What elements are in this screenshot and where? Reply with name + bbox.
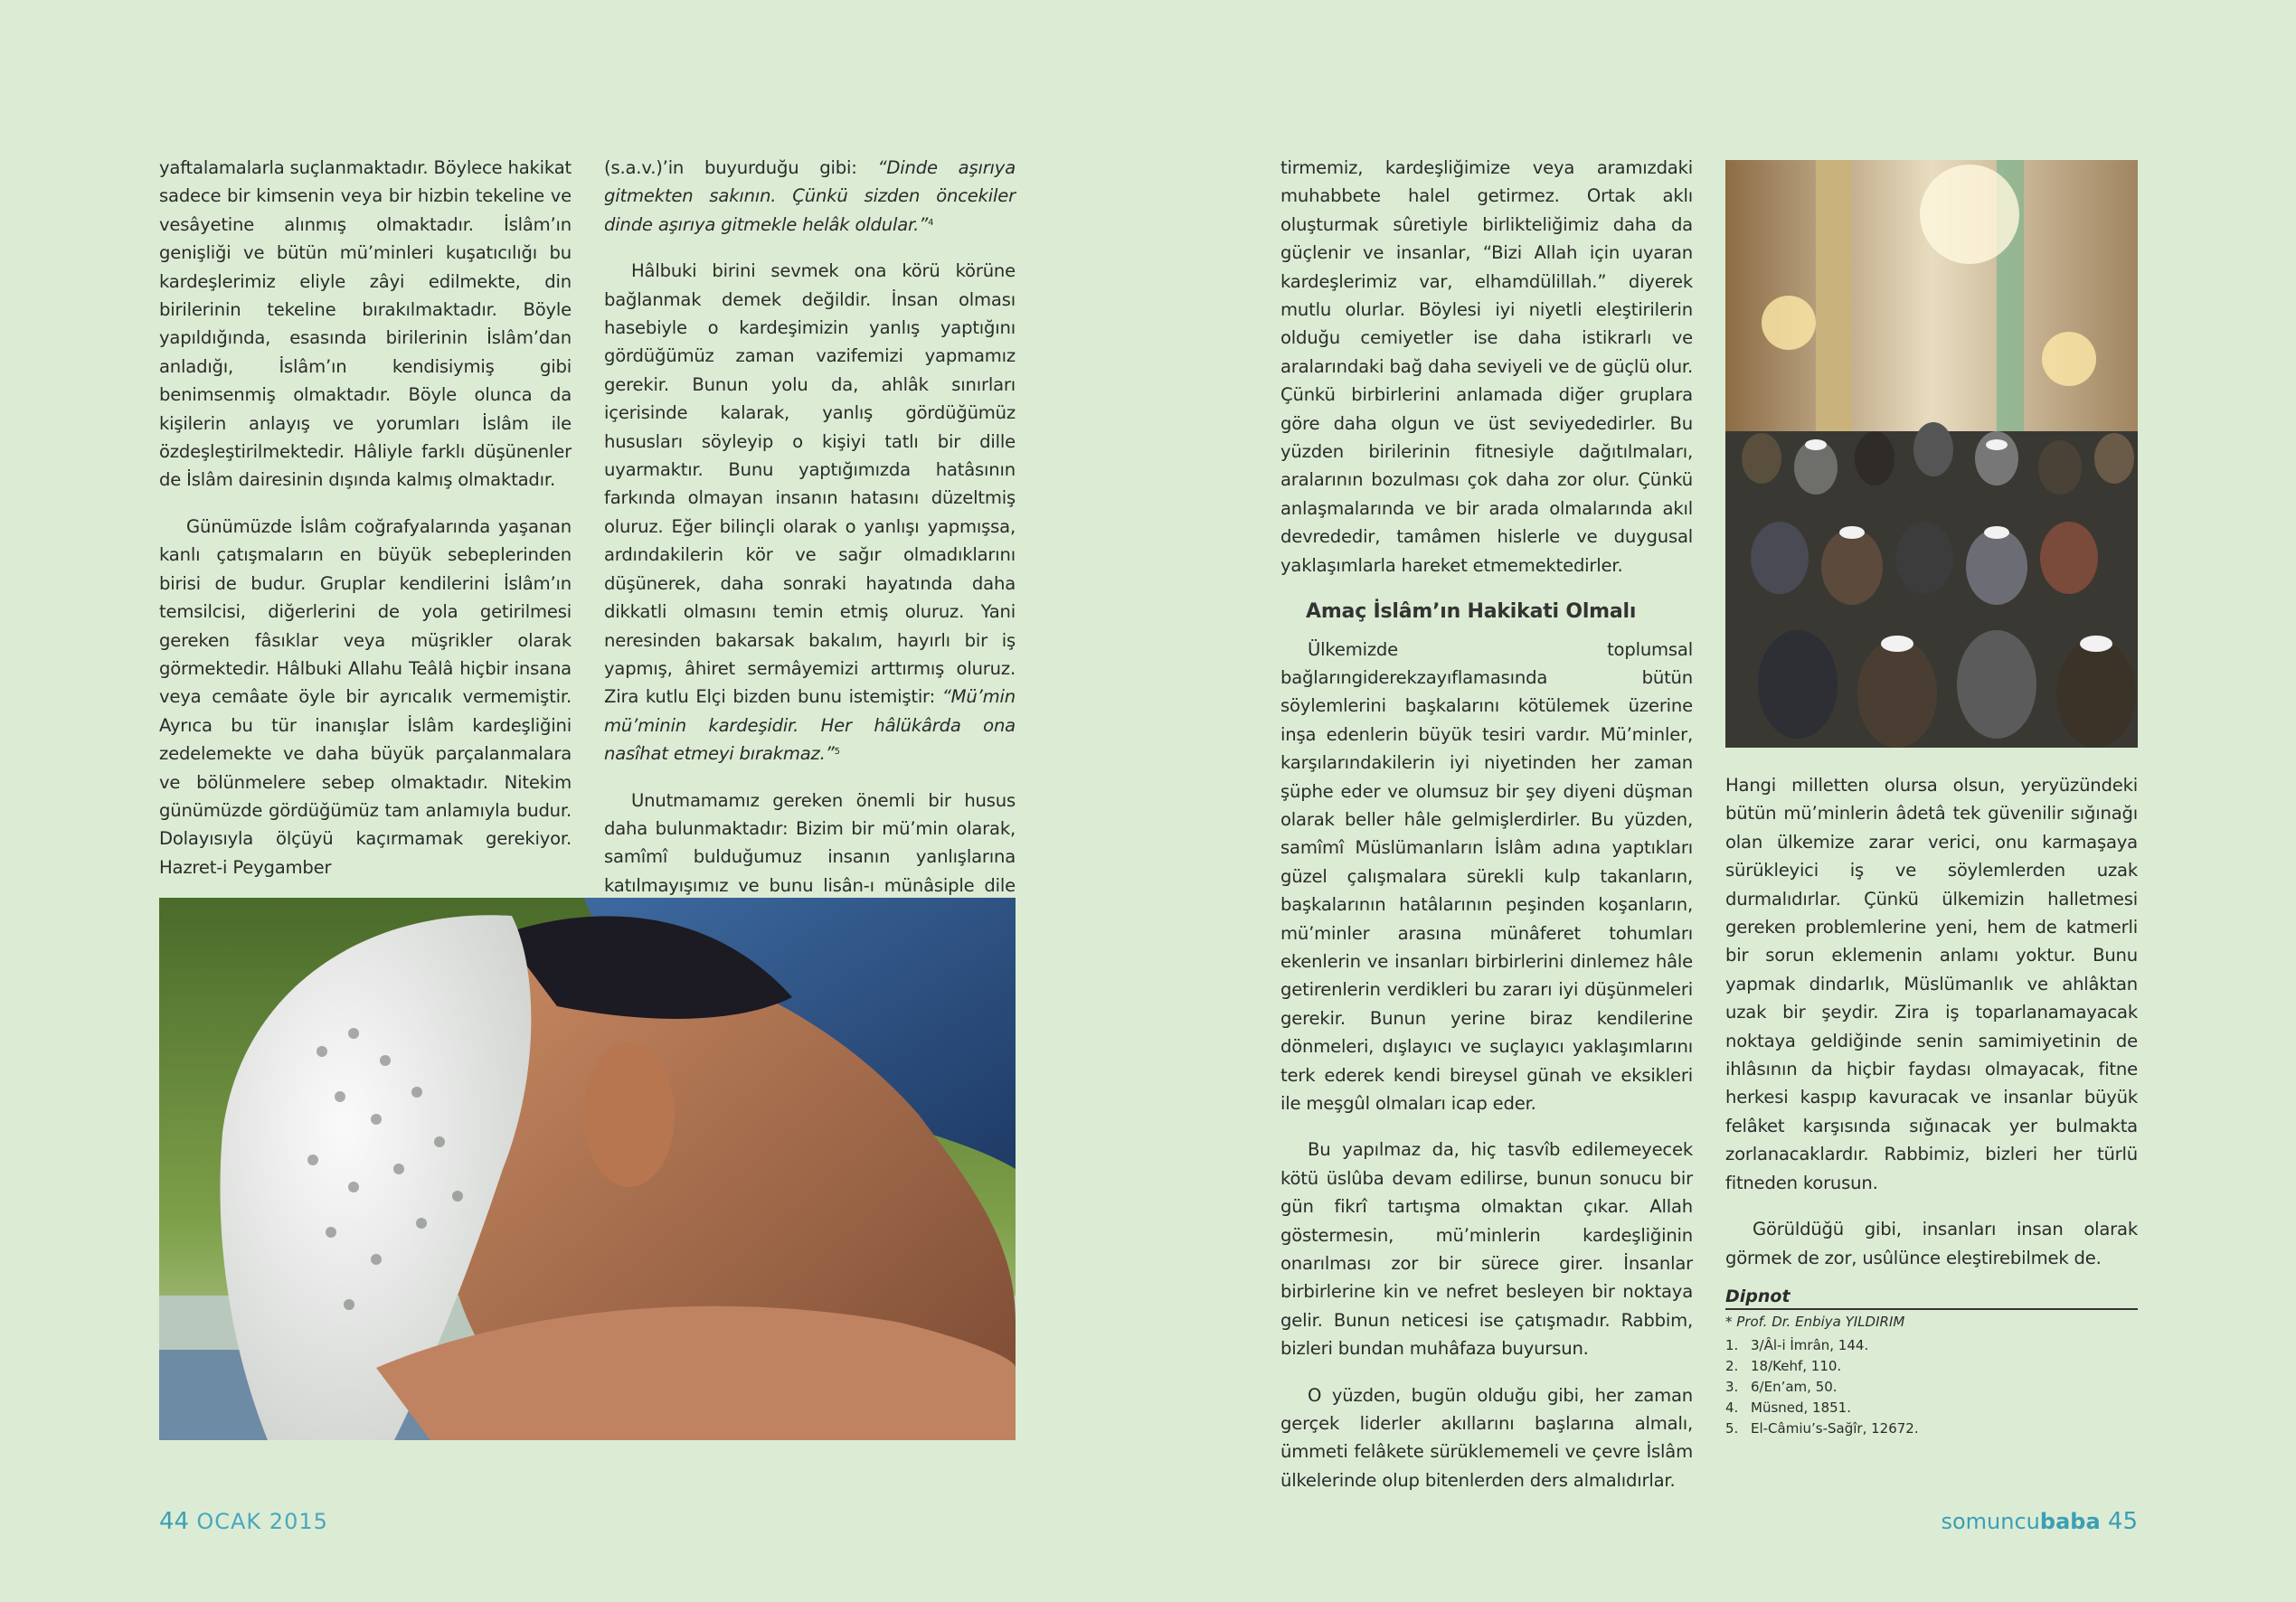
col3-paragraph-1: tirmemiz, kardeşliğimize veya aramızdaki muhabbete halel getirmez. Ortak aklı oluşturmak sûretiyle birlikteliğimiz daha da güçlenir ve insanlar, “Bizi Allah için uyaran kardeşlerimiz var, elhamdülillah.” diyerek mutlu olurlar. Böylesi iyi niyetli eleştirilerin olduğu cemiyetler ise daha istikrarlı ve aralarındaki bağ daha seviyeli ve de güçlü olur. Çünkü birbirlerini anlamada diğer gruplara göre daha olgun ve üst seviyededirler. Bu yüzden birilerinin fitnesiyle dağıtılmaları, aralarının bozulması çok daha zor olur. Çünkü anlaşmalarında ve bir arada olmalarında akıl devrededir, tamâmen hislerle ve duygusal yaklaşımlarla hareket etmemektedirler. <box>1280 157 1693 576</box>
boy-praying-illustration <box>159 898 1016 1440</box>
section-heading: Amaç İslâm’ın Hakikati Olmalı <box>1306 600 1637 624</box>
footnotes-title: Dipnot <box>1725 1286 2138 1310</box>
page-number-left: 44 <box>159 1508 190 1535</box>
hadith-quote-1: “Dinde aşırıya gitmekten sakının. Çünkü sizden öncekiler dinde aşırıya gitmekle helâk oldular.” <box>604 157 1016 235</box>
footnotes <box>1725 1286 2138 1439</box>
footnote-number: 5. <box>1725 1420 1739 1437</box>
footnote-number: 2. <box>1725 1358 1739 1374</box>
col3-paragraph-3: Bu yapılmaz da, hiç tasvîb edilemeyecek kötü üslûba devam edilirse, bunun sonucu bir gün fikrî tartışma olmaktan çıkar. Allah göstermesin, mü’minlerin kardeşliğinin onarılması zor bir sürece girer. İnsanlar birbirlerine kin ve nefret besleyen bir noktaya gelir. Bunun neticesi ise çatışmadır. Rabbim, bizleri bundan muhâfaza buyursun. <box>1280 1139 1693 1360</box>
footnote-text: 6/En’am, 50. <box>1751 1379 1838 1395</box>
footnote-text: 3/Âl-i İmrân, 144. <box>1751 1337 1869 1353</box>
col1-paragraph-1: yaftalamalarla suçlanmaktadır. Böylece hakikat sadece bir kimsenin veya bir hizbin tekeline ve vesâyetine alınmış olmaktadır. İslâm’ın genişliği ve bütün mü’minleri kuşatıcılığı bu kardeşlerimiz eliyle zâyi edilmekte, din birilerinin tekeline bırakılmaktadır. Böyle yapıldığında, esasında birilerinin İslâm’dan anladığı, İslâm’ın kendisiymiş gibi benimsenmiş olmaktadır. Böyle olunca da kişilerin anlayış ve yorumları İslâm ile özdeşleştirilmektedir. Hâliyle farklı düşünenler de İslâm dairesinin dışında kalmış olmaktadır. <box>159 157 572 491</box>
footnote-text: Müsned, 1851. <box>1751 1399 1851 1416</box>
col1-paragraph-2: Günümüzde İslâm coğrafyalarında yaşanan kanlı çatışmaların en büyük sebeplerinden birisi de budur. Gruplar kendilerini İslâm’ın temsilcisi, diğerlerini de yola getirilmesi gereken fâsıklar veya müşrikler olarak görmektedir. Hâlbuki Allahu Teâlâ hiçbir insana veya cemâate öyle bir ayrıcalık vermemiştir. Ayrıca bu tür inanışlar İslâm kardeşliğini zedelemekte ve daha büyük parçalanmalara ve bölünmelere sebep olmaktadır. Nitekim günümüzde gördüğümüz tam anlamıyla budur. Dolayısıyla ölçüyü kaçırmamak gerekiyor. Hazret-i Peygamber <box>159 515 572 878</box>
footnote-item <box>1725 1335 2138 1356</box>
footnote-number: 3. <box>1725 1379 1739 1395</box>
footnote-item <box>1725 1356 2138 1377</box>
footnote-text: El-Câmiu’s-Sağîr, 12672. <box>1751 1420 1919 1437</box>
column-3 <box>1280 154 1693 1512</box>
mosque-congregation-illustration <box>1725 160 2138 748</box>
footnote-ref-5[interactable]: 5 <box>834 747 840 758</box>
footnote-number: 1. <box>1725 1337 1739 1353</box>
footnote-text: 18/Kehf, 110. <box>1751 1358 1842 1374</box>
col2-paragraph-3: Unutmamamız gereken önemli bir husus daha bulunmaktadır: Bizim bir mü’min olarak, samîmî bulduğumuz insanın yanlışlarına katılmayışımız ve bunu lisân-ı münâsiple dile <box>604 789 1016 896</box>
footnotes-author: * Prof. Dr. Enbiya YILDIRIM <box>1725 1314 1905 1330</box>
issue-date: OCAK 2015 <box>196 1509 328 1534</box>
col2-paragraph-1 <box>604 154 1016 239</box>
col4-paragraph-1: Hangi milletten olursa olsun, yeryüzündeki bütün mü’minlerin âdetâ tek güvenilir sığınağı olan ülkemize zarar verici, onu karmaşaya sürükleyici iş ve söylemlerden uzak durmalıdırlar. Çünkü ülkemizin halletmesi gereken problemlerine yeni, hem de katmerli bir sorun eklemenin anlamı yoktur. Bunu yapmak dindarlık, Müslümanlık ve ahlâktan uzak bir şeydir. Zira iş toparlanamayacak noktaya geldiğinde senin samimiyetinin de ihlâsının da hiçbir faydası olmayacak, fitne herkesi kaspıp kavuracak ve insanlar büyük felâket karşısında sığınacak yer bulmakta zorlanacaklardır. Rabbimiz, bizleri her türlü fitneden korusun. <box>1725 775 2138 1193</box>
folio-left <box>159 1508 328 1535</box>
column-1 <box>159 154 572 900</box>
col2-p1-text: (s.a.v.)’in buyurduğu gibi: <box>604 157 878 178</box>
col4-paragraph-2: Görüldüğü gibi, insanları insan olarak görmek de zor, usûlünce eleştirebilmek de. <box>1725 1219 2138 1268</box>
footnote-item <box>1725 1398 2138 1418</box>
col2-paragraph-2 <box>604 257 1016 768</box>
footnote-number: 4. <box>1725 1399 1739 1416</box>
footnote-list <box>1725 1335 2138 1439</box>
col2-p2-text: Hâlbuki birini sevmek ona körü körüne bağlanmak demek değildir. İnsan olması hasebiyle o kardeşimizin yanlış yaptığını gördüğümüz zaman vazifemizi yapmamız gerekir. Bunun yolu da, ahlâk sınırları içerisinde kalarak, yanlış gördüğümüz hususları söyleyip o kişiyi tatlı bir dille uyarmaktır. Bunu yaptığımızda hatâsının farkında olmayan insanın hatasını düzeltmiş oluruz. Eğer bilinçli olarak o yanlışı yapmışsa, ardındakilerin kör ve sağır olmadıklarını düşünerek, daha sonraki hayatında daha dikkatli olmasını temin etmiş oluruz. Yani neresinden bakarsak bakalım, hayırlı bir iş yapmış, âhiret sermâyemizi arttırmış oluruz. Zira kutlu Elçi bizden bunu istemiştir: <box>604 260 1016 708</box>
page-number-right: 45 <box>2107 1508 2138 1535</box>
photo-mosque-congregation <box>1725 160 2138 748</box>
brand-somuncu: somuncu <box>1941 1509 2040 1534</box>
column-4 <box>1725 771 2138 1290</box>
column-2 <box>604 154 1016 947</box>
footnote-item <box>1725 1418 2138 1439</box>
footnote-ref-4[interactable]: 4 <box>928 217 934 228</box>
footnote-item <box>1725 1377 2138 1398</box>
col3-paragraph-4: O yüzden, bugün olduğu gibi, her zaman gerçek liderler akıllarını başlarına almalı, ümmeti felâkete sürüklememeli ve çevre İslâm ülkelerinde olup bitenlerden ders almalıdırlar. <box>1280 1384 1693 1491</box>
folio-right <box>1941 1508 2138 1535</box>
brand-baba: baba <box>2039 1509 2101 1534</box>
photo-boy-praying <box>159 898 1016 1440</box>
hadith-quote-2: “Mü’min mü’minin kardeşidir. Her hâlükârda ona nasîhat etmeyi bırakmaz.” <box>604 686 1016 765</box>
col3-paragraph-2: Ülkemizde toplumsal bağlarıngiderekzayıflamasında bütün söylemlerini başkalarını kötülemek üzerine inşa edenlerin büyük tesiri vardır. Mü’minler, karşılarındakilerin iyi niyetinden her zaman şüphe eder ve olumsuz bir şey diyeni düşman olarak beller hâle gelmişlerdirler. Bu yüzden, samîmî Müslümanların İslâm adına yaptıkları güzel çalışmalara sürekli kulp takanların, başkalarının hatâlarının peşinden koşanların, mü’minler arasına münâferet tohumları ekenlerin ve insanları birbirlerini dinlemez hâle getirenlerin verdikleri bu zararı iyi düşünmeleri gerekir. Bunun yerine biraz kendilerine dönmeleri, dışlayıcı ve suçlayıcı yaklaşımlarını terk ederek kendi bireysel günah ve eksikleri ile meşgûl olmaları icap eder. <box>1280 638 1693 1114</box>
